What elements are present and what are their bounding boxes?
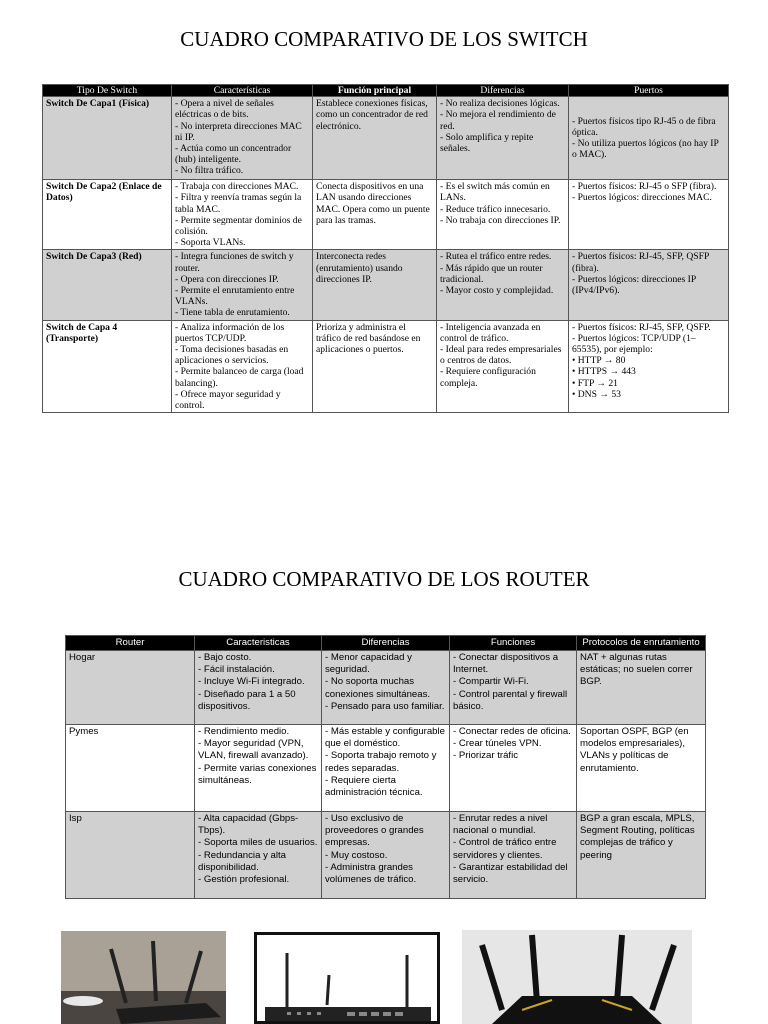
switch-caracteristicas: - Analiza información de los puertos TCP/UDP. - Toma decisiones basadas en aplicaciones o servicios. - Permite balanceo de carga (load balancing). - Ofrece mayor seguridad y control. bbox=[172, 320, 313, 413]
switch-funcion: Interconecta redes (enrutamiento) usando direcciones IP. bbox=[313, 250, 437, 320]
table-row bbox=[66, 812, 706, 899]
header-diferencias: Diferencias bbox=[437, 85, 569, 97]
router-diferencias: - Más estable y configurable que el doméstico. - Soporta trabajo remoto y redes separadas. - Requiere cierta administración técnica. bbox=[322, 725, 450, 812]
header-router: Router bbox=[66, 636, 195, 651]
router-caracteristicas: - Alta capacidad (Gbps-Tbps). - Soporta miles de usuarios. - Redundancia y alta disponibilidad. - Gestión profesional. bbox=[195, 812, 322, 899]
header-tipo: Tipo De Switch bbox=[43, 85, 172, 97]
switch-comparison-table bbox=[42, 84, 729, 413]
switch-puertos: - Puertos físicos tipo RJ-45 o de fibra óptica. - No utiliza puertos lógicos (no hay IP o MAC). bbox=[569, 97, 729, 180]
switch-diferencias: - Inteligencia avanzada en control de tráfico. - Ideal para redes empresariales o centros de datos. - Requiere configuración compleja. bbox=[437, 320, 569, 413]
switch-caracteristicas: - Integra funciones de switch y router. - Opera con direcciones IP. - Permite el enrutamiento entre VLANs. - Tiene tabla de enrutamiento. bbox=[172, 250, 313, 320]
switch-section-title: CUADRO COMPARATIVO DE LOS SWITCH bbox=[180, 27, 588, 51]
router-photo-home bbox=[61, 931, 226, 1024]
table-row bbox=[66, 725, 706, 812]
router-comparison-table bbox=[65, 635, 706, 899]
switch-name: Switch De Capa1 (Física) bbox=[43, 97, 172, 180]
switch-funcion: Establece conexiones físicas, como un concentrador de red electrónico. bbox=[313, 97, 437, 180]
header-funcion: Función principal bbox=[313, 85, 437, 97]
table-row bbox=[43, 97, 729, 180]
router-name: Pymes bbox=[66, 725, 195, 812]
table-row bbox=[66, 651, 706, 725]
router-name: Hogar bbox=[66, 651, 195, 725]
router-diferencias: - Uso exclusivo de proveedores o grandes empresas. - Muy costoso. - Administra grandes volúmenes de tráfico. bbox=[322, 812, 450, 899]
router-protocolos: NAT + algunas rutas estáticas; no suelen correr BGP. bbox=[577, 651, 706, 725]
table-header-row bbox=[43, 85, 729, 97]
switch-caracteristicas: - Trabaja con direcciones MAC. - Filtra y reenvía tramas según la tabla MAC. - Permite segmentar dominios de colisión. - Soporta VLANs. bbox=[172, 180, 313, 250]
header-caracteristicas: Características bbox=[172, 85, 313, 97]
switch-name: Switch de Capa 4 (Transporte) bbox=[43, 320, 172, 413]
switch-diferencias: - No realiza decisiones lógicas. - No mejora el rendimiento de red. - Solo amplifica y repite señales. bbox=[437, 97, 569, 180]
router-funciones: - Conectar redes de oficina. - Crear túneles VPN. - Priorizar tráfic bbox=[450, 725, 577, 812]
switch-funcion: Conecta dispositivos en una LAN usando direcciones MAC. Opera como un puente para las tramas. bbox=[313, 180, 437, 250]
switch-name: Switch De Capa2 (Enlace de Datos) bbox=[43, 180, 172, 250]
router-funciones: - Conectar dispositivos a Internet. - Compartir Wi-Fi. - Control parental y firewall básico. bbox=[450, 651, 577, 725]
switch-puertos: - Puertos físicos: RJ-45, SFP, QSFP (fibra). - Puertos lógicos: direcciones IP (IPv4/IPv6). bbox=[569, 250, 729, 320]
router-funciones: - Enrutar redes a nivel nacional o mundial. - Control de tráfico entre servidores y clientes. - Garantizar estabilidad del servicio. bbox=[450, 812, 577, 899]
router-caracteristicas: - Rendimiento medio. - Mayor seguridad (VPN, VLAN, firewall avanzado). - Permite varias conexiones simultáneas. bbox=[195, 725, 322, 812]
switch-caracteristicas: - Opera a nivel de señales eléctricas o de bits. - No interpreta direcciones MAC ni IP. - Actúa como un concentrador (hub) inteligente. - No filtra tráfico. bbox=[172, 97, 313, 180]
table-row bbox=[43, 180, 729, 250]
switch-puertos: - Puertos físicos: RJ-45 o SFP (fibra). - Puertos lógicos: direcciones MAC. bbox=[569, 180, 729, 250]
header-caracteristicas: Caracteristicas bbox=[195, 636, 322, 651]
router-section-title: CUADRO COMPARATIVO DE LOS ROUTER bbox=[178, 567, 590, 591]
router-diferencias: - Menor capacidad y seguridad. - No soporta muchas conexiones simultáneas. - Pensado para uso familiar. bbox=[322, 651, 450, 725]
switch-diferencias: - Es el switch más común en LANs. - Reduce tráfico innecesario. - No trabaja con direcciones IP. bbox=[437, 180, 569, 250]
router-photo-gaming bbox=[462, 930, 692, 1024]
header-puertos: Puertos bbox=[569, 85, 729, 97]
router-protocolos: Soportan OSPF, BGP (en modelos empresariales), VLANs y políticas de enrutamiento. bbox=[577, 725, 706, 812]
router-photo-business bbox=[254, 932, 440, 1024]
header-funciones: Funciones bbox=[450, 636, 577, 651]
router-protocolos: BGP a gran escala, MPLS, Segment Routing, políticas complejas de tráfico y peering bbox=[577, 812, 706, 899]
router-name: Isp bbox=[66, 812, 195, 899]
header-protocolos: Protocolos de enrutamiento bbox=[577, 636, 706, 651]
switch-puertos: - Puertos físicos: RJ-45, SFP, QSFP. - Puertos lógicos: TCP/UDP (1–65535), por ejemplo: • HTTP → 80 • HTTPS → 443 • FTP → 21 • DNS → 53 bbox=[569, 320, 729, 413]
table-row bbox=[43, 250, 729, 320]
header-diferencias: Diferencias bbox=[322, 636, 450, 651]
switch-funcion: Prioriza y administra el tráfico de red basándose en aplicaciones o puertos. bbox=[313, 320, 437, 413]
table-header-row bbox=[66, 636, 706, 651]
table-row bbox=[43, 320, 729, 413]
switch-diferencias: - Rutea el tráfico entre redes. - Más rápido que un router tradicional. - Mayor costo y complejidad. bbox=[437, 250, 569, 320]
router-caracteristicas: - Bajo costo. - Fácil instalación. - Incluye Wi-Fi integrado. - Diseñado para 1 a 50 dispositivos. bbox=[195, 651, 322, 725]
switch-name: Switch De Capa3 (Red) bbox=[43, 250, 172, 320]
